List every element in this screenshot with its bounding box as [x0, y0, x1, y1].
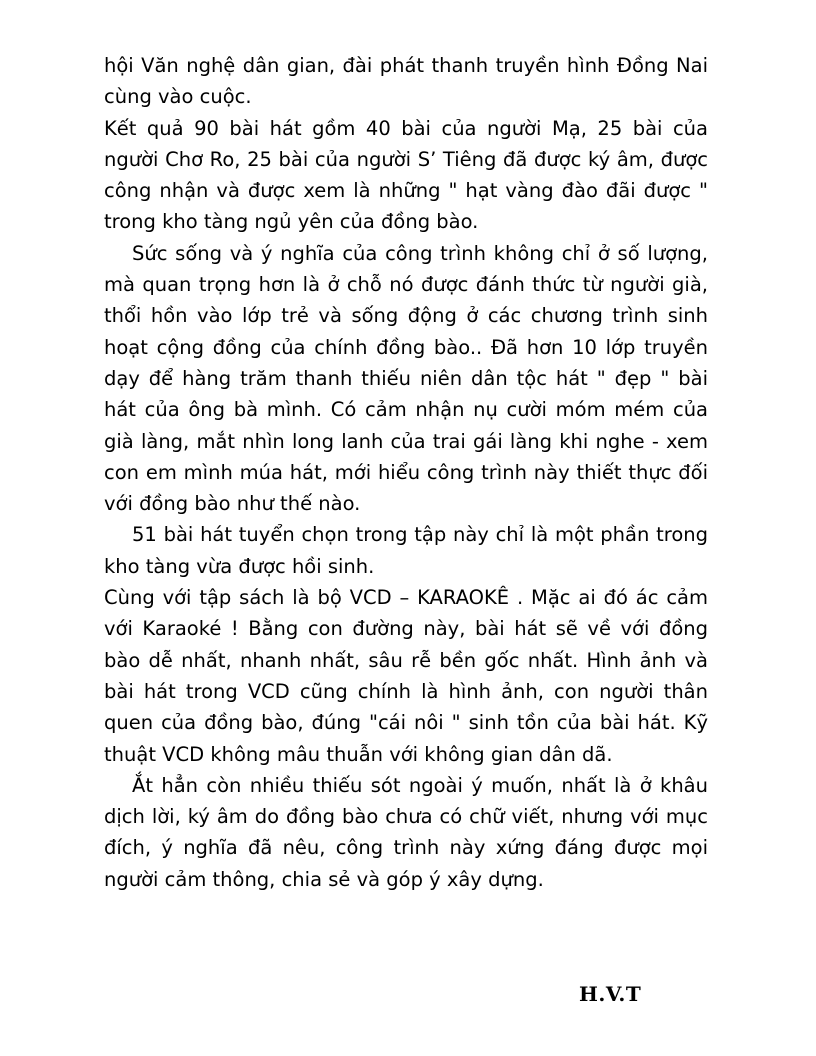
paragraph-closing: Ắt hẳn còn nhiều thiếu sót ngoài ý muốn, nhất là ở khâu dịch lời, ký âm do đồng bào chưa có chữ viết, nhưng với mục đích, ý nghĩa đã nêu, công trình này xứng đáng được mọi người cảm thông, chia sẻ và góp ý xây dựng. — [104, 773, 708, 891]
paragraph-significance: Sức sống và ý nghĩa của công trình không chỉ ở số lượng, mà quan trọng hơn là ở chỗ nó được đánh thức từ người già, thổi hồn vào lớp trẻ và sống động ở các chương trình sinh hoạt cộng đồng của chính đồng bào.. Đã hơn 10 lớp truyền dạy để hàng trăm thanh thiếu niên dân tộc hát " đẹp " bài hát của ông bà mình. Có cảm nhận nụ cười móm mém của già làng, mắt nhìn long lanh của trai gái làng khi nghe - xem con em mình múa hát, mới hiểu công trình này thiết thực đối với đồng bào như thế nào. — [104, 241, 708, 516]
author-signature: H.V.T — [579, 982, 642, 1006]
paragraph-selection: 51 bài hát tuyển chọn trong tập này chỉ là một phần trong kho tàng vừa được hồi sinh. — [104, 523, 708, 578]
paragraph-vcd: Cùng với tập sách là bộ VCD – KARAOKÊ . Mặc ai đó ác cảm với Karaoké ! Bằng con đường này, bài hát sẽ về với đồng bào dễ nhất, nhanh nhất, sâu rễ bền gốc nhất. Hình ảnh và bài hát trong VCD cũng chính là hình ảnh, con người thân quen của đồng bào, đúng "cái nôi " sinh tồn của bài hát. Kỹ thuật VCD không mâu thuẫn với không gian dân dã. — [104, 586, 708, 766]
body-text — [104, 50, 708, 895]
paragraph-results: Kết quả 90 bài hát gồm 40 bài của người Mạ, 25 bài của người Chơ Ro, 25 bài của người S’ Tiêng đã được ký âm, được công nhận và được xem là những " hạt vàng đào đãi được " trong kho tàng ngủ yên của đồng bào. — [104, 116, 708, 234]
paragraph-continuation: hội Văn nghệ dân gian, đài phát thanh truyền hình Đồng Nai cùng vào cuộc. — [104, 54, 708, 109]
